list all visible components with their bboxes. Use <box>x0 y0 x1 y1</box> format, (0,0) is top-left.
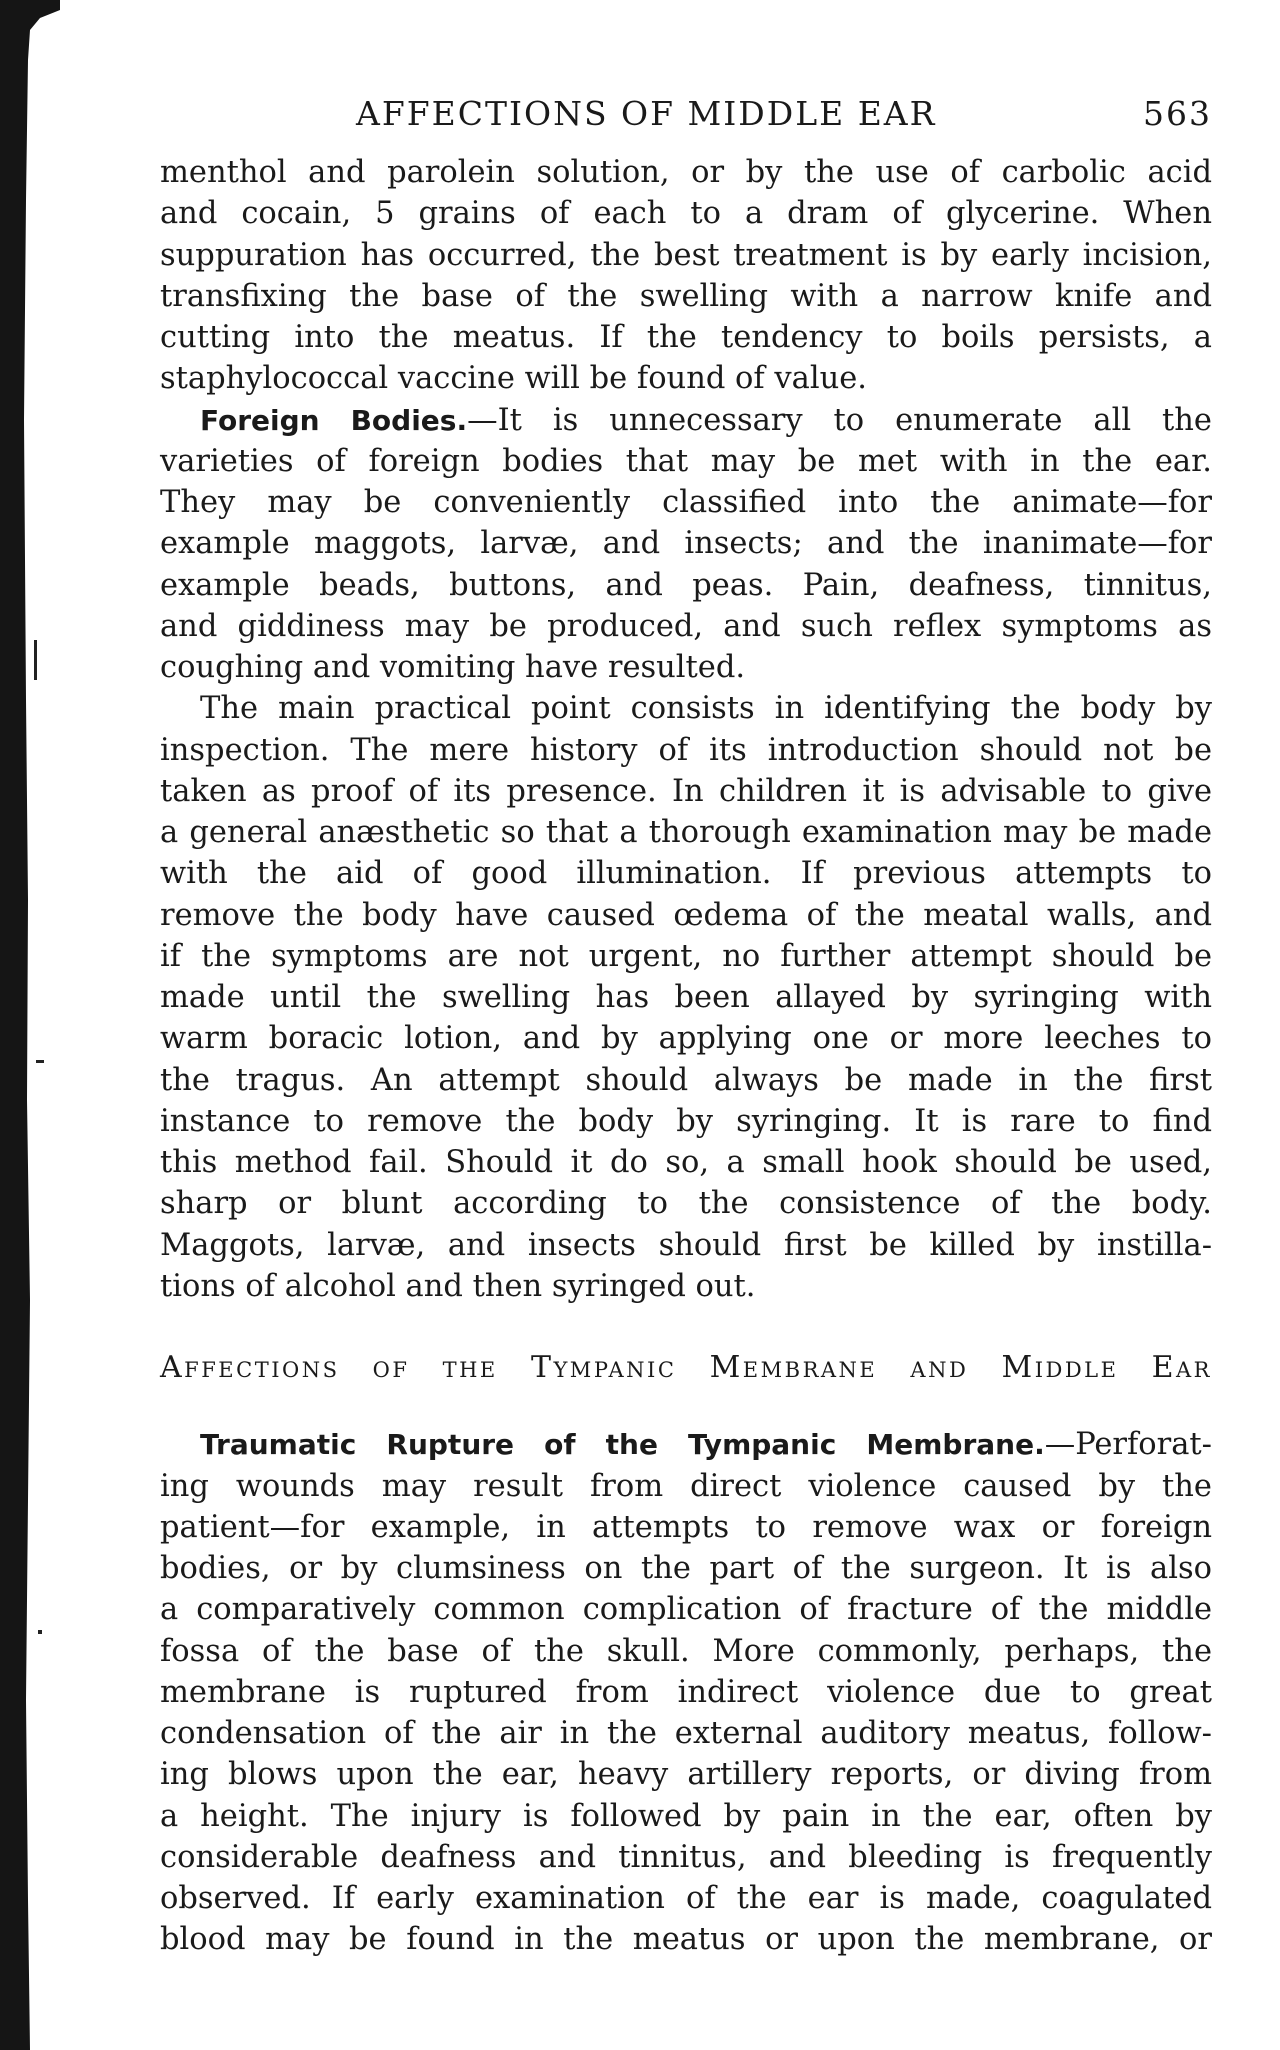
paragraph-foreign-bodies <box>160 400 1212 689</box>
text-line: bodies, or by clumsiness on the part of the surgeon. It is also <box>160 1551 1212 1586</box>
section-heading: Affections of the Tympanic Membrane and Middle Ear <box>160 1350 1212 1385</box>
text-line: blood may be found in the meatus or upon the membrane, or <box>160 1922 1212 1958</box>
text-line: tions of alcohol and then syringed out. <box>160 1268 756 1304</box>
text-line: the tragus. An attempt should always be made in the first <box>160 1062 1212 1098</box>
text-line: Maggots, larvæ, and insects should first be killed by instilla- <box>160 1227 1212 1263</box>
text-line: inspection. The mere history of its introduction should not be <box>160 732 1212 768</box>
text-line: example beads, buttons, and peas. Pain, deafness, tinnitus, <box>160 567 1212 603</box>
text-line: patient—for example, in attempts to remove wax or foreign <box>160 1509 1212 1545</box>
text-line: fossa of the base of the skull. More commonly, perhaps, the <box>160 1633 1212 1669</box>
text-line: cutting into the meatus. If the tendency to boils persists, a <box>160 320 1212 355</box>
body-text <box>160 152 1212 1961</box>
text-line: a comparatively common complication of fracture of the middle <box>160 1592 1212 1628</box>
book-page <box>160 90 1212 1961</box>
text-line: a general anæsthetic so that a thorough examination may be made <box>160 815 1212 850</box>
running-head-title: AFFECTIONS OF MIDDLE EAR <box>356 94 937 133</box>
paragraph-practical-point <box>160 688 1212 1307</box>
page-number: 563 <box>1143 94 1212 133</box>
text-line: They may be conveniently classified into the animate—for <box>160 485 1212 520</box>
text-line: suppuration has occurred, the best treatment is by early incision, <box>160 237 1212 273</box>
paragraph-boils-treatment <box>160 152 1212 400</box>
text-line: if the symptoms are not urgent, no further attempt should be <box>160 938 1212 974</box>
text-line <box>160 400 1212 441</box>
text-line: a height. The injury is followed by pain in the ear, often by <box>160 1798 1212 1834</box>
text-line: sharp or blunt according to the consistence of the body. <box>160 1186 1212 1222</box>
text-run: —It is unnecessary to enumerate all the <box>467 402 1212 438</box>
text-line: and cocain, 5 grains of each to a dram of glycerine. When <box>160 196 1212 232</box>
text-line: made until the swelling has been allayed by syringing with <box>160 980 1212 1015</box>
text-line: instance to remove the body by syringing. It is rare to find <box>160 1103 1212 1139</box>
text-line: with the aid of good illumination. If previous attempts to <box>160 856 1212 892</box>
text-line <box>160 1424 1212 1465</box>
text-line: warm boracic lotion, and by applying one or more leeches to <box>160 1021 1212 1057</box>
text-line: ing wounds may result from direct violence caused by the <box>160 1468 1212 1504</box>
text-line: ing blows upon the ear, heavy artillery reports, or diving from <box>160 1757 1212 1793</box>
text-line: example maggots, larvæ, and insects; and the inanimate—for <box>160 526 1212 562</box>
scanned-binding-edge <box>0 0 60 2050</box>
text-line: menthol and parolein solution, or by the use of carbolic acid <box>160 155 1212 190</box>
paragraph-traumatic-rupture <box>160 1424 1212 1960</box>
text-line: transfixing the base of the swelling with a narrow knife and <box>160 278 1212 314</box>
text-line: condensation of the air in the external auditory meatus, follow- <box>160 1716 1212 1751</box>
text-line: taken as proof of its presence. In children it is advisable to give <box>160 773 1212 809</box>
run-in-heading-traumatic-rupture: Traumatic Rupture of the Tympanic Membrane. <box>200 1428 1045 1462</box>
text-run: —Perforat- <box>1044 1427 1212 1463</box>
run-in-heading-foreign-bodies: Foreign Bodies. <box>200 403 468 437</box>
text-line: staphylococcal vaccine will be found of value. <box>160 361 867 397</box>
text-line: and giddiness may be produced, and such reflex symptoms as <box>160 608 1212 644</box>
text-line: this method fail. Should it do so, a small hook should be used, <box>160 1145 1212 1180</box>
text-line: observed. If early examination of the ear is made, coagulated <box>160 1881 1212 1916</box>
text-line: varieties of foreign bodies that may be met with in the ear. <box>160 443 1212 479</box>
text-line: coughing and vomiting have resulted. <box>160 650 746 685</box>
text-line: considerable deafness and tinnitus, and bleeding is frequently <box>160 1839 1212 1875</box>
text-line: membrane is ruptured from indirect violence due to great <box>160 1674 1212 1710</box>
text-line: remove the body have caused œdema of the meatal walls, and <box>160 897 1212 933</box>
running-head <box>160 90 1212 140</box>
text-line: The main practical point consists in identifying the body by <box>200 691 1212 727</box>
